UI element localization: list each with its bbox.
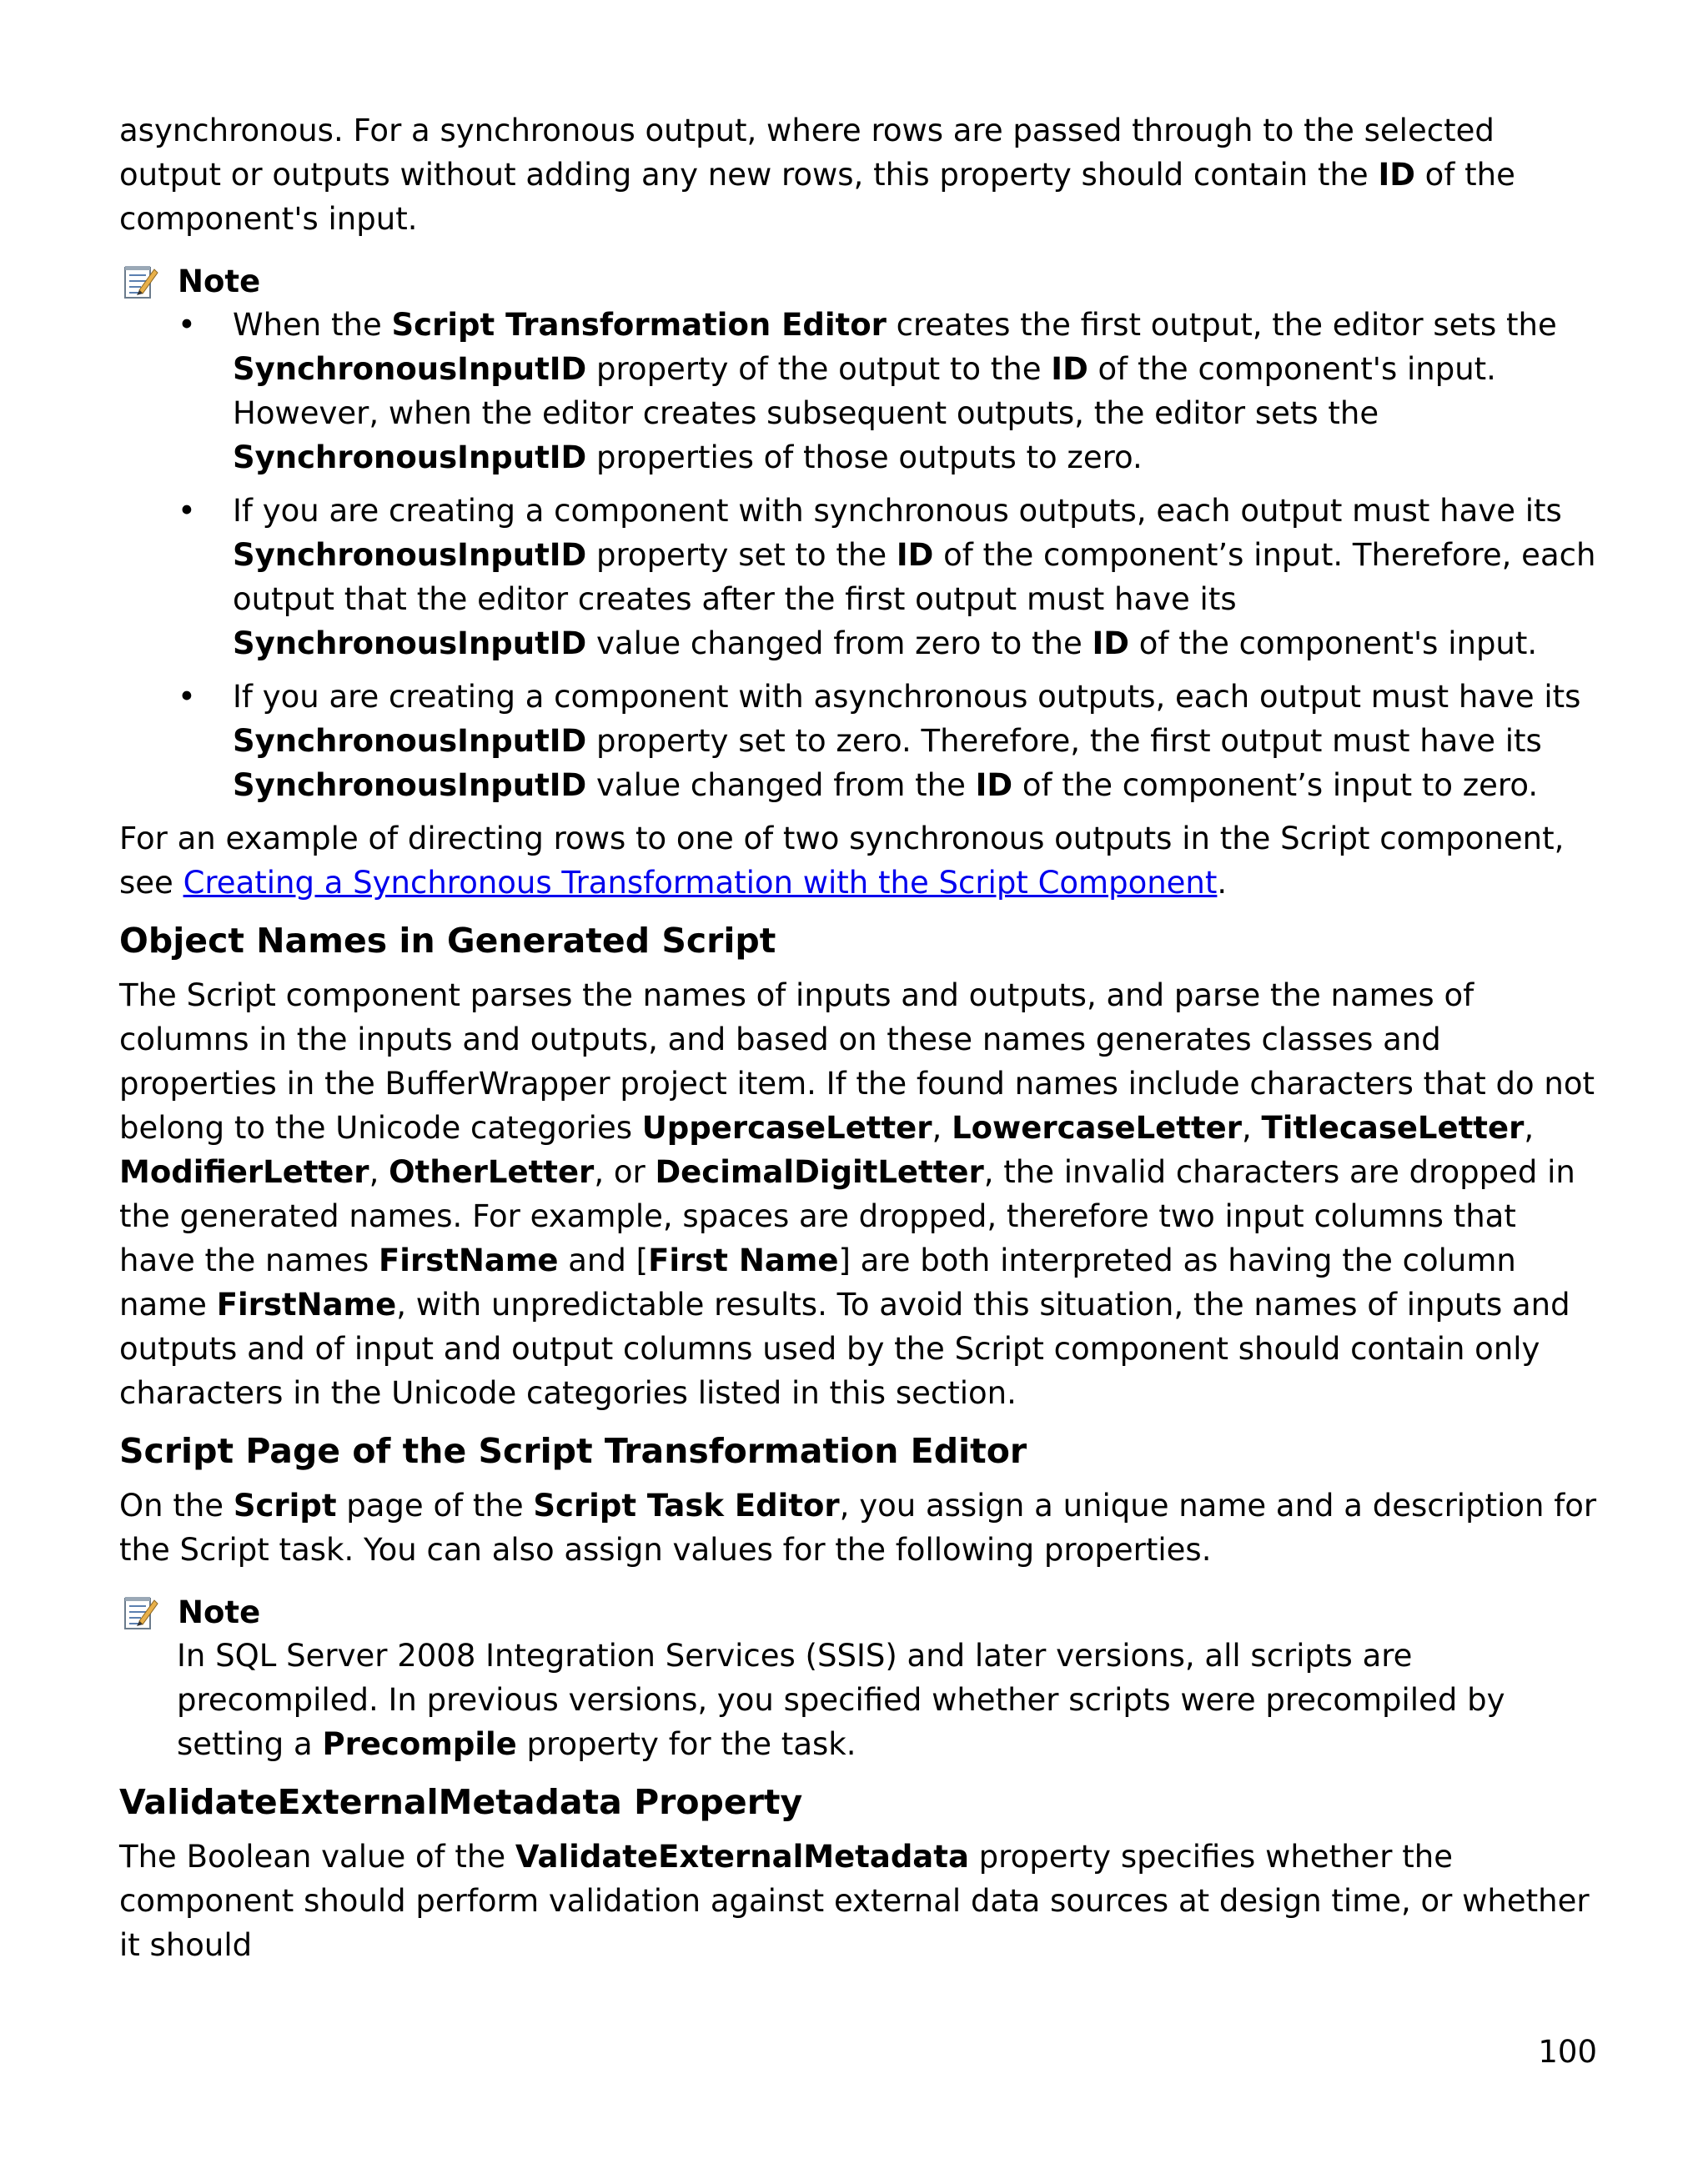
bold-term: ModifierLetter (119, 1154, 369, 1190)
document-page (119, 108, 1600, 1967)
bold-term: SynchronousInputID (233, 351, 587, 387)
bullet-icon: • (178, 493, 196, 529)
text: , you assign a unique name and a description for the Script task. You can also assign values for the following properties. (119, 1488, 1597, 1568)
bold-term: SynchronousInputID (233, 625, 587, 661)
text: , or (594, 1154, 656, 1190)
bold-term: TitlecaseLetter (1261, 1110, 1525, 1146)
note-header (119, 1592, 1600, 1634)
text: property set to the (586, 537, 897, 573)
bold-term: DecimalDigitLetter (655, 1154, 984, 1190)
section-heading: ValidateExternalMetadata Property (119, 1782, 803, 1822)
bullet-icon: • (178, 679, 196, 715)
note-icon (121, 1594, 159, 1632)
bold-term: LowercaseLetter (952, 1110, 1242, 1146)
text: property for the task. (516, 1726, 857, 1762)
note-label: Note (178, 264, 261, 299)
text: property of the output to the (586, 351, 1052, 387)
bold-term: SynchronousInputID (233, 439, 587, 475)
text: When the (233, 307, 392, 343)
bold-term: Precompile (322, 1726, 517, 1762)
bold-term: ID (975, 767, 1013, 803)
bold-term: ValidateExternalMetadata (515, 1839, 969, 1875)
text: of the component's input. (1129, 625, 1538, 661)
text: , the invalid characters are dropped in the generated names. For example, spaces are dropped, therefore two input columns that have the names (119, 1154, 1575, 1278)
text: , with unpredictable results. To avoid this situation, the names of inputs and outputs and of input and output columns used by the Script component should contain only characters in the Unicode categories listed in this section. (119, 1287, 1570, 1411)
bold-term: First Name (648, 1243, 839, 1278)
text: of the component's input. However, when the editor creates subsequent outputs, the editor sets the (233, 351, 1496, 431)
text: and [ (558, 1243, 649, 1278)
bold-term: Script (233, 1488, 337, 1524)
bold-term: UppercaseLetter (641, 1110, 932, 1146)
text: asynchronous. For a synchronous output, where rows are passed through to the selected output or outputs without adding any new rows, this property should contain the (119, 113, 1494, 193)
bold-term: FirstName (216, 1287, 397, 1323)
section-heading: Script Page of the Script Transformation Editor (119, 1431, 1027, 1471)
validate-metadata-paragraph (119, 1835, 1600, 1967)
note-icon (121, 263, 159, 301)
bold-term: ID (1092, 625, 1130, 661)
text: If you are creating a component with asynchronous outputs, each output must have its (233, 679, 1581, 715)
text: , (369, 1154, 389, 1190)
synchronous-transformation-link[interactable]: Creating a Synchronous Transformation with the Script Component (183, 865, 1218, 901)
script-page-paragraph (119, 1484, 1600, 1572)
text: property specifies whether the component should perform validation against external data sources at design time, or whether it should (119, 1839, 1590, 1963)
note-bullet-list (119, 303, 1600, 807)
text: page of the (336, 1488, 534, 1524)
list-item (119, 489, 1600, 665)
note-block (119, 1592, 1600, 1766)
bold-term: ID (1051, 351, 1088, 387)
text: The Script component parses the names of inputs and outputs, and parse the names of columns in the inputs and outputs, and based on these names generates classes and properties in the BufferWrapper project item. If the found names include characters that do not belong to the Unicode categories (119, 977, 1595, 1146)
bold-term: FirstName (379, 1243, 559, 1278)
bold-term: SynchronousInputID (233, 723, 587, 759)
bold-term: Script Task Editor (533, 1488, 840, 1524)
list-item (119, 675, 1600, 807)
text: In SQL Server 2008 Integration Services (SSIS) and later versions, all scripts are precompiled. In previous versions, you specified whether scripts were precompiled by setting a (177, 1638, 1505, 1762)
text: If you are creating a component with synchronous outputs, each output must have its (233, 493, 1562, 529)
text: value changed from zero to the (586, 625, 1093, 661)
list-item (119, 303, 1600, 479)
text: On the (119, 1488, 234, 1524)
text: The Boolean value of the (119, 1839, 515, 1875)
bold-term: ID (896, 537, 934, 573)
text: creates the first output, the editor sets the (886, 307, 1557, 343)
note-header (119, 261, 1600, 303)
section-heading: Object Names in Generated Script (119, 921, 776, 961)
note-label: Note (178, 1594, 261, 1630)
text: , (932, 1110, 952, 1146)
example-paragraph (119, 816, 1600, 905)
bold-term: OtherLetter (389, 1154, 595, 1190)
bold-term: ID (1378, 157, 1415, 193)
note-block (119, 261, 1600, 807)
note-text (177, 1634, 1600, 1766)
object-names-paragraph (119, 973, 1600, 1415)
text: value changed from the (586, 767, 976, 803)
text: ] are both interpreted as having the column name (119, 1243, 1516, 1323)
bold-term: Script Transformation Editor (391, 307, 887, 343)
text: For an example of directing rows to one of two synchronous outputs in the Script component, see (119, 821, 1565, 901)
bold-term: SynchronousInputID (233, 767, 587, 803)
text: , (1524, 1110, 1535, 1146)
text: of the component’s input. Therefore, each output that the editor creates after the first output must have its (233, 537, 1596, 617)
text: . (1217, 865, 1228, 901)
intro-paragraph (119, 108, 1600, 241)
text: of the component's input. (119, 157, 1515, 237)
bullet-icon: • (178, 307, 196, 343)
text: properties of those outputs to zero. (586, 439, 1143, 475)
page-number: 100 (1538, 2034, 1597, 2070)
text: of the component’s input to zero. (1012, 767, 1539, 803)
text: property set to zero. Therefore, the first output must have its (586, 723, 1542, 759)
bold-term: SynchronousInputID (233, 537, 587, 573)
text: , (1242, 1110, 1262, 1146)
